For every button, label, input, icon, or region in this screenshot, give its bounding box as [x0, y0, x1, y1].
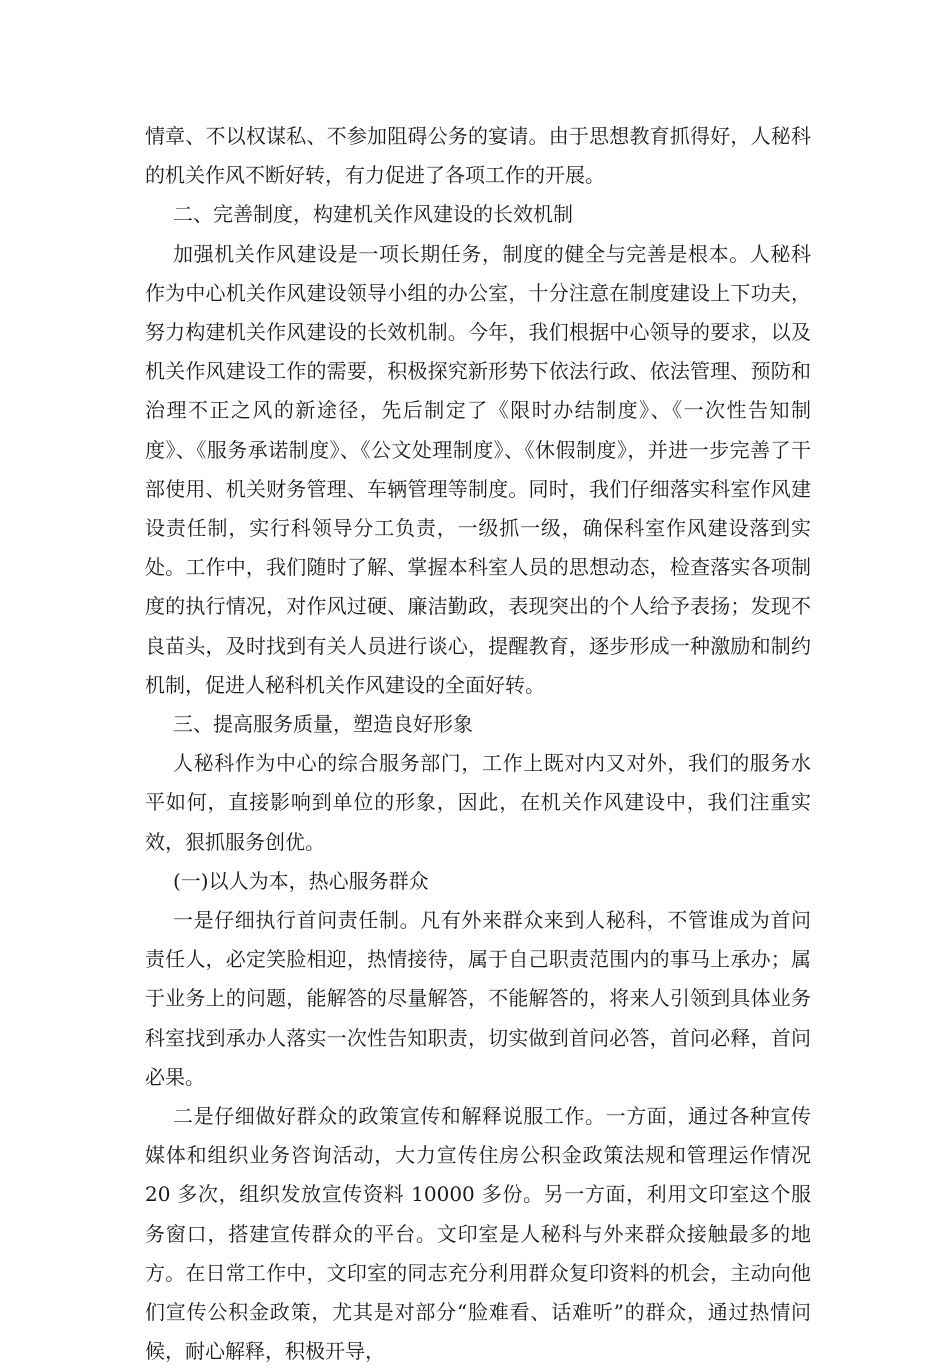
paragraph-first-inquiry: 一是仔细执行首问责任制。凡有外来群众来到人秘科，不管谁成为首问责任人，必定笑脸相迎，热情接待，属于自己职责范围内的事马上承办；属于业务上的问题，能解答的尽量解答，不能解答的，将来人引领到具体业务科室找到承办人落实一次性告知职责，切实做到首问必答，首问必释，首问必果。: [145, 908, 811, 1089]
subsection-heading-1: (一)以人为本，热心服务群众: [173, 868, 429, 893]
paragraph-system-building: 加强机关作风建设是一项长期任务，制度的健全与完善是根本。人秘科作为中心机关作风建设领导小组的办公室，十分注意在制度建设上下功夫，努力构建机关作风建设的长效机制。今年，我们根据中心领导的要求，以及机关作风建设工作的需要，积极探究新形势下依法行政、依法管理、预防和治理不正之风的新途径，先后制定了《限时办结制度》、《一次性告知制度》、《服务承诺制度》、《公文处理制度》、《休假制度》，并进一步完善了干部使用、机关财务管理、车辆管理等制度。同时，我们仔细落实科室作风建设责任制，实行科领导分工负责，一级抓一级，确保科室作风建设落到实处。工作中，我们随时了解、掌握本科室人员的思想动态，检查落实各项制度的执行情况，对作风过硬、廉洁勤政，表现突出的个人给予表扬；发现不良苗头，及时找到有关人员进行谈心，提醒教育，逐步形成一种激励和制约机制，促进人秘科机关作风建设的全面好转。: [145, 241, 811, 697]
paragraph-service-quality: 人秘科作为中心的综合服务部门，工作上既对内又对外，我们的服务水平如何，直接影响到单位的形象，因此，在机关作风建设中，我们注重实效，狠抓服务创优。: [145, 751, 811, 854]
section-heading-2: 二、完善制度，构建机关作风建设的长效机制: [173, 202, 573, 227]
paragraph-policy-publicity: 二是仔细做好群众的政策宣传和解释说服工作。一方面，通过各种宣传媒体和组织业务咨询活动，大力宣传住房公积金政策法规和管理运作情况 20 多次，组织发放宣传资料 10000 多份。另一方面，利用文印室这个服务窗口，搭建宣传群众的平台。文印室是人秘科与外来群众接触最多的地方。在日常工作中，文印室的同志充分利用群众复印资料的机会，主动向他们宣传公积金政策，尤其是对部分“脸难看、话难听”的群众，通过热情问候，耐心解释，积极开导，: [145, 1104, 811, 1364]
section-heading-3: 三、提高服务质量，塑造良好形象: [173, 712, 473, 737]
paragraph-continuation: 情章、不以权谋私、不参加阻碍公务的宴请。由于思想教育抓得好，人秘科的机关作风不断好转，有力促进了各项工作的开展。: [145, 124, 811, 188]
document-body: [145, 117, 811, 1372]
